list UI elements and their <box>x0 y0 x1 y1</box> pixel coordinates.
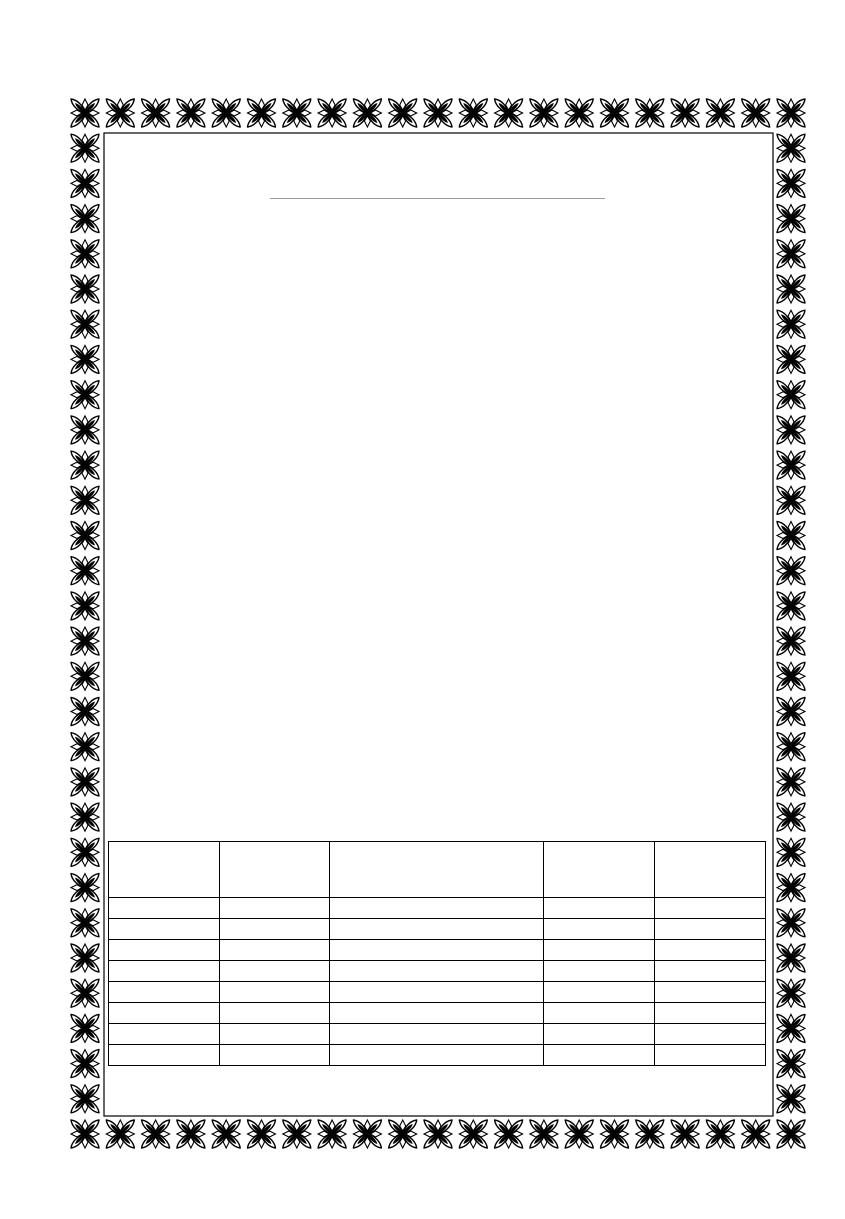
table-cell <box>655 1003 766 1024</box>
floral-tile-icon <box>353 99 381 127</box>
floral-tile-icon <box>742 1120 770 1148</box>
floral-tile-icon <box>777 522 805 550</box>
table-cell <box>220 919 330 940</box>
table-cell <box>655 1045 766 1066</box>
floral-tile-icon <box>565 1120 593 1148</box>
floral-tile-icon <box>71 838 99 866</box>
floral-tile-icon <box>706 99 734 127</box>
floral-tile-icon <box>777 909 805 937</box>
table-cell <box>544 940 655 961</box>
floral-tile-icon <box>459 99 487 127</box>
floral-tile-icon <box>283 1120 311 1148</box>
table-cell <box>655 919 766 940</box>
floral-tile-icon <box>777 838 805 866</box>
floral-tile-icon <box>71 275 99 303</box>
floral-tile-icon <box>71 768 99 796</box>
data-table <box>108 841 766 1066</box>
floral-tile-icon <box>706 1120 734 1148</box>
floral-tile-icon <box>777 733 805 761</box>
floral-tile-icon <box>777 662 805 690</box>
table-row <box>109 961 766 982</box>
floral-tile-icon <box>71 874 99 902</box>
floral-tile-icon <box>777 345 805 373</box>
table-cell <box>655 940 766 961</box>
table-cell <box>220 982 330 1003</box>
table-cell <box>330 982 544 1003</box>
floral-tile-icon <box>71 1014 99 1042</box>
floral-tile-icon <box>777 310 805 338</box>
floral-tile-icon <box>177 1120 205 1148</box>
table-cell <box>544 919 655 940</box>
floral-tile-icon <box>777 451 805 479</box>
floral-tile-icon <box>777 240 805 268</box>
floral-tile-icon <box>71 169 99 197</box>
table-header-cell <box>330 842 544 898</box>
floral-tile-icon <box>71 627 99 655</box>
floral-tile-icon <box>671 99 699 127</box>
floral-tile-icon <box>71 522 99 550</box>
table-cell <box>330 1003 544 1024</box>
table-cell <box>544 1003 655 1024</box>
floral-tile-icon <box>777 486 805 514</box>
table-cell <box>655 961 766 982</box>
floral-tile-icon <box>248 99 276 127</box>
table-cell <box>330 961 544 982</box>
floral-tile-icon <box>777 557 805 585</box>
floral-tile-icon <box>71 240 99 268</box>
floral-tile-icon <box>495 99 523 127</box>
floral-tile-icon <box>777 1050 805 1078</box>
table-cell <box>544 1024 655 1045</box>
floral-tile-icon <box>777 698 805 726</box>
floral-tile-icon <box>142 99 170 127</box>
table-cell <box>544 982 655 1003</box>
table-cell <box>109 940 220 961</box>
floral-tile-icon <box>459 1120 487 1148</box>
table-header-cell <box>655 842 766 898</box>
table-cell <box>220 940 330 961</box>
floral-tile-icon <box>71 205 99 233</box>
floral-tile-icon <box>565 99 593 127</box>
floral-tile-icon <box>71 451 99 479</box>
table-cell <box>220 961 330 982</box>
table-row <box>109 1045 766 1066</box>
floral-tile-icon <box>777 627 805 655</box>
table-row <box>109 982 766 1003</box>
floral-tile-icon <box>777 275 805 303</box>
floral-tile-icon <box>777 803 805 831</box>
floral-tile-icon <box>71 310 99 338</box>
table-cell <box>544 1045 655 1066</box>
floral-tile-icon <box>318 1120 346 1148</box>
floral-tile-icon <box>71 909 99 937</box>
table-cell <box>109 1045 220 1066</box>
table-cell <box>655 898 766 919</box>
floral-tile-icon <box>671 1120 699 1148</box>
floral-tile-icon <box>777 592 805 620</box>
floral-tile-icon <box>71 1120 99 1148</box>
floral-tile-icon <box>777 134 805 162</box>
table-cell <box>330 940 544 961</box>
table-cell <box>330 898 544 919</box>
table-cell <box>109 1024 220 1045</box>
floral-tile-icon <box>777 1120 805 1148</box>
table-cell <box>220 1003 330 1024</box>
floral-tile-icon <box>601 99 629 127</box>
floral-tile-icon <box>71 557 99 585</box>
floral-tile-icon <box>71 592 99 620</box>
table-header-row <box>109 842 766 898</box>
floral-tile-icon <box>71 134 99 162</box>
table-header-cell <box>109 842 220 898</box>
table-cell <box>544 898 655 919</box>
floral-tile-icon <box>777 99 805 127</box>
floral-tile-icon <box>71 99 99 127</box>
floral-tile-icon <box>71 1050 99 1078</box>
floral-tile-icon <box>777 874 805 902</box>
floral-tile-icon <box>424 1120 452 1148</box>
floral-tile-icon <box>177 99 205 127</box>
table-row <box>109 940 766 961</box>
floral-tile-icon <box>71 733 99 761</box>
floral-tile-icon <box>71 698 99 726</box>
table-cell <box>655 982 766 1003</box>
floral-tile-icon <box>71 416 99 444</box>
table-header-cell <box>220 842 330 898</box>
floral-tile-icon <box>777 1085 805 1113</box>
floral-tile-icon <box>777 381 805 409</box>
table-row <box>109 1024 766 1045</box>
table-cell <box>655 1024 766 1045</box>
table-cell <box>330 1024 544 1045</box>
floral-tile-icon <box>212 99 240 127</box>
floral-tile-icon <box>142 1120 170 1148</box>
table-cell <box>109 919 220 940</box>
floral-tile-icon <box>283 99 311 127</box>
floral-tile-icon <box>389 1120 417 1148</box>
floral-tile-icon <box>424 99 452 127</box>
floral-tile-icon <box>71 345 99 373</box>
table-cell <box>109 898 220 919</box>
table-cell <box>220 1045 330 1066</box>
table-cell <box>220 898 330 919</box>
table-header-cell <box>544 842 655 898</box>
floral-tile-icon <box>106 1120 134 1148</box>
floral-tile-icon <box>777 944 805 972</box>
table-cell <box>109 1003 220 1024</box>
floral-tile-icon <box>601 1120 629 1148</box>
floral-tile-icon <box>212 1120 240 1148</box>
floral-tile-icon <box>777 169 805 197</box>
table-cell <box>109 961 220 982</box>
floral-tile-icon <box>636 1120 664 1148</box>
table-row <box>109 1003 766 1024</box>
table-cell <box>544 961 655 982</box>
table-cell <box>330 919 544 940</box>
floral-tile-icon <box>71 944 99 972</box>
floral-tile-icon <box>71 486 99 514</box>
table-row <box>109 919 766 940</box>
table-cell <box>330 1045 544 1066</box>
floral-tile-icon <box>71 662 99 690</box>
floral-tile-icon <box>71 1085 99 1113</box>
floral-tile-icon <box>389 99 417 127</box>
floral-tile-icon <box>318 99 346 127</box>
floral-tile-icon <box>530 99 558 127</box>
floral-tile-icon <box>71 381 99 409</box>
floral-tile-icon <box>742 99 770 127</box>
page-title <box>270 172 605 196</box>
floral-tile-icon <box>248 1120 276 1148</box>
floral-tile-icon <box>777 1014 805 1042</box>
floral-tile-icon <box>71 979 99 1007</box>
floral-tile-icon <box>353 1120 381 1148</box>
table-cell <box>220 1024 330 1045</box>
floral-tile-icon <box>777 416 805 444</box>
floral-tile-icon <box>777 768 805 796</box>
title-rule <box>270 198 605 199</box>
floral-tile-icon <box>636 99 664 127</box>
floral-tile-icon <box>106 99 134 127</box>
table-cell <box>109 982 220 1003</box>
floral-tile-icon <box>495 1120 523 1148</box>
table-row <box>109 898 766 919</box>
floral-tile-icon <box>71 803 99 831</box>
floral-tile-icon <box>777 979 805 1007</box>
floral-tile-icon <box>777 205 805 233</box>
floral-tile-icon <box>530 1120 558 1148</box>
